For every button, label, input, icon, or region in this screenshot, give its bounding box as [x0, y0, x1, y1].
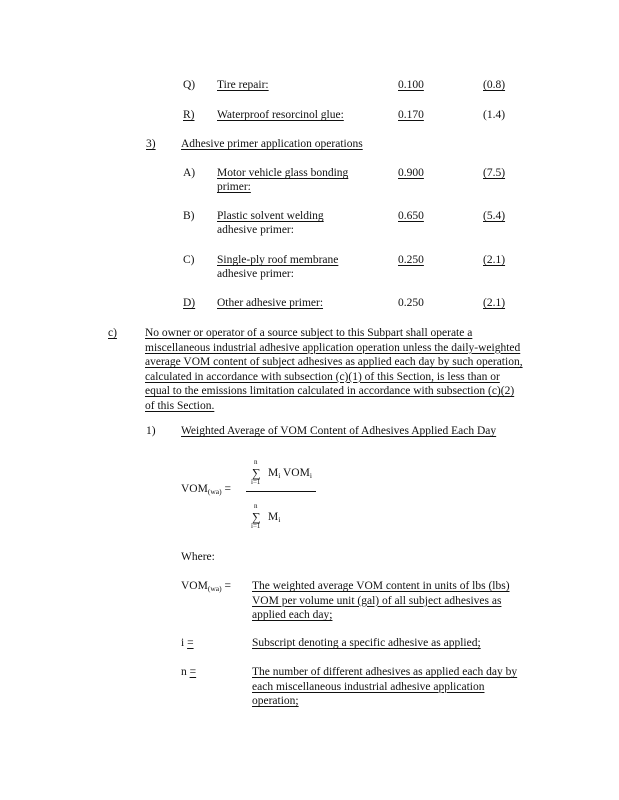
row-c-label: C): [183, 254, 195, 266]
formula-num-vom: VOM: [283, 467, 310, 479]
def-vom-sub: (wa): [207, 584, 222, 593]
row-a-name-1: Motor vehicle glass bonding: [217, 167, 349, 179]
formula-lhs: [181, 482, 231, 499]
def-n-sym: n: [181, 666, 187, 678]
formula-num-mass-sub: i: [278, 471, 281, 480]
row-q-metric: (0.8): [483, 79, 506, 91]
def-vom-text: [252, 579, 510, 623]
para-c-label: c): [108, 327, 117, 339]
def-n-line-1: The number of different adhesives as applied each day by: [252, 666, 518, 678]
para-c-line-6: of this Section.: [145, 399, 215, 412]
row-b-value: 0.650: [398, 210, 424, 222]
def-n-line-2: each miscellaneous industrial adhesive application: [252, 680, 485, 693]
def-n-line-3: operation;: [252, 695, 299, 707]
row-r-value: 0.170: [398, 109, 424, 121]
row-d-name-1: Other adhesive primer:: [217, 297, 324, 309]
row-b-name-1: Plastic solvent welding: [217, 210, 324, 222]
item1-title: Weighted Average of VOM Content of Adhesives Applied Each Day: [181, 425, 497, 437]
row-a-metric: (7.5): [483, 167, 506, 179]
para-c-body: [145, 326, 523, 413]
formula-num-sigma: ∑: [252, 466, 261, 480]
para-c-line-3: average VOM content of subject adhesives as applied each day by such operation,: [145, 356, 523, 368]
formula-equals: =: [224, 483, 231, 495]
row-q-name: Tire repair:: [217, 79, 269, 91]
row-d-value: 0.250: [398, 297, 424, 309]
row-c-name-2: adhesive primer:: [217, 268, 294, 280]
row-b-label: B): [183, 210, 195, 222]
def-vom-line-2: VOM per volume unit (gal) of all subject adhesives as: [252, 594, 502, 607]
formula-den-upper: n: [254, 502, 258, 510]
def-i-line-1: Subscript denoting a specific adhesive as applied;: [252, 637, 481, 649]
formula-lhs-symbol: VOM: [181, 483, 208, 495]
para-c-line-1: No owner or operator of a source subject to this Subpart shall operate a: [145, 327, 473, 339]
row-q-label: Q): [183, 79, 196, 91]
row-c-metric: (2.1): [483, 254, 506, 266]
row-r-label: R): [183, 109, 195, 121]
def-n-eq: =: [189, 666, 197, 678]
row-d-label: D): [183, 297, 196, 309]
formula-num-vom-sub: i: [309, 471, 312, 480]
def-vom-line-1: The weighted average VOM content in units of lbs (lbs): [252, 580, 510, 592]
row-q-value: 0.100: [398, 79, 424, 91]
where-label: Where:: [181, 551, 215, 563]
item1-label: 1): [146, 425, 156, 437]
row-r-name: Waterproof resorcinol glue:: [217, 109, 344, 121]
def-i-symbol: [181, 636, 238, 650]
def-vom-line-3: applied each day;: [252, 609, 333, 621]
formula-den-term: [268, 510, 280, 527]
def-i-eq: =: [187, 637, 194, 649]
row-a-name-2: primer:: [217, 181, 251, 193]
formula-den-lower: i=1: [251, 522, 261, 530]
row-c-value: 0.250: [398, 254, 424, 266]
formula-den-mass-sub: i: [278, 515, 281, 524]
formula-den-sigma: ∑: [252, 510, 261, 524]
def-vom-symbol: [181, 579, 231, 596]
def-vom-eq: =: [224, 580, 231, 592]
para-c-line-5: equal to the emissions limitation calculated in accordance with subsection (c)(2): [145, 385, 515, 397]
def-vom-sym: VOM: [181, 580, 208, 592]
row-r-metric: (1.4): [483, 109, 506, 121]
formula-num-upper: n: [254, 458, 258, 466]
para-c-line-2: miscellaneous industrial adhesive application operation unless the daily-weighted: [145, 341, 521, 354]
row-b-metric: (5.4): [483, 210, 506, 222]
para-c-line-4: calculated in accordance with subsection (c)(1) of this Section, is less than or: [145, 370, 500, 383]
fraction-bar: [246, 491, 316, 492]
row-a-value: 0.900: [398, 167, 424, 179]
def-n-text: [252, 665, 517, 709]
row-a-label: A): [183, 167, 196, 179]
row-b-name-2: adhesive primer:: [217, 224, 294, 236]
section3-title: Adhesive primer application operations: [181, 138, 363, 150]
formula-lhs-sub: (wa): [207, 487, 222, 496]
formula-den-mass: M: [268, 511, 279, 523]
formula-num-lower: i=1: [251, 478, 261, 486]
row-c-name-1: Single-ply roof membrane: [217, 254, 339, 266]
def-i-sym: i: [181, 637, 185, 649]
formula-num-term: [268, 466, 312, 483]
row-d-metric: (2.1): [483, 297, 506, 309]
def-n-symbol: [181, 665, 246, 679]
section3-label: 3): [146, 138, 156, 150]
formula-num-mass: M: [268, 467, 279, 479]
